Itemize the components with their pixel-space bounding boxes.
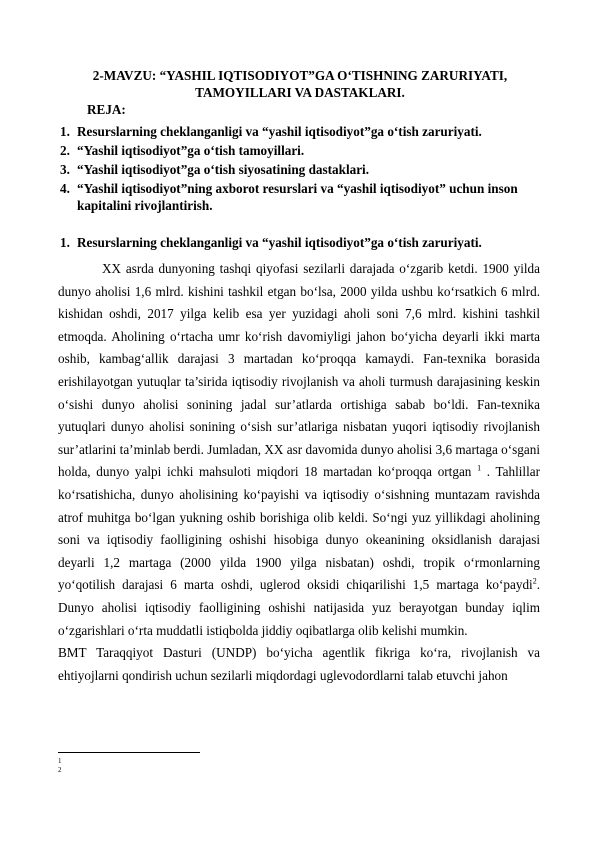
footnote-number: 2	[58, 766, 62, 774]
footnote-number: 1	[58, 757, 62, 765]
footnote-ref[interactable]: 2	[532, 576, 537, 586]
paragraph-text: . Dunyo aholisi iqtisodiy faolligining oshishi natijasida yuz berayotgan bunday iqlim o‘zgarishlari o‘rta muddatli istiqbolda jiddiy oqibatlarga olib kelishi mumkin.	[58, 577, 540, 638]
plan-heading: REJA:	[87, 102, 126, 117]
section-number: 1.	[60, 235, 70, 250]
plan-item-text: “Yashil iqtisodiyot”ga o‘tish siyosatining dastaklari.	[77, 162, 370, 177]
plan-item-text: “Yashil iqtisodiyot”ning axborot resurslari va “yashil iqtisodiyot” uchun inson kapitalini rivojlantirish.	[77, 181, 518, 213]
plan-item-text: “Yashil iqtisodiyot”ga o‘tish tamoyillari.	[77, 143, 305, 158]
footnote-ref[interactable]: 1	[477, 463, 482, 473]
paragraph-text: XX asrda dunyoning tashqi qiyofasi sezilarli darajada o‘zgarib ketdi. 1900 yilda dunyo aholisi 1,6 mlrd. kishini tashkil etgan bo‘lsa, 2000 yilda ushbu ko‘rsatkich 6 mlrd. kishidan oshdi, 2017 yilga kelib esa yer yuzidagi aholi soni 7,6 mlrd. kishini tashkil etmoqda. Aholining o‘rtacha umr ko‘rish davomiyligi jahon bo‘yicha deyarli ikki marta oshib, kambag‘allik darajasi 3 martadan ko‘proqqa kamaydi. Fan-texnika borasida erishilayotgan yutuqlar ta’sirida iqtisodiy rivojlanish va aholi turmush darajasining keskin o‘sishi dunyo aholisi sonining jadal sur’atlarda ortishiga sabab bo‘ldi. Fan-texnika yutuqlari dunyo aholisi sonining o‘sish sur’atlariga nisbatan yuqori iqtisodiy rivojlanish sur’atlarini ta’minlab berdi. Jumladan, XX asr davomida dunyo aholisi 3,6 martaga o‘sgani holda, dunyo yalpi ichki mahsuloti miqdori 18 martadan ko‘proqqa ortgan	[58, 261, 540, 480]
section-heading	[60, 234, 540, 251]
plan-item	[60, 180, 540, 214]
plan-item-number: 2.	[60, 143, 70, 158]
plan-item-number: 3.	[60, 162, 70, 177]
paragraph	[58, 258, 540, 642]
paragraph-text: . Tahlillar ko‘rsatishicha, dunyo aholisining ko‘payishi va iqtisodiy o‘sishning muntazam ravishda atrof muhitga bo‘lgan yukning oshib borishiga olib keldi. So‘ngi yuz yillikdagi aholining soni va iqtisodiy faolligining oshishi hisobiga dunyo okeanining oksidlanish darajasi deyarli 1,2 martaga (2000 yilda 1900 yilga nisbatan) oshdi, tropik o‘rmonlarning yo‘qotilish darajasi 6 marta oshdi, uglerod oksidi chiqarilishi 1,5 martaga ko‘paydi	[58, 464, 540, 593]
plan-item-number: 1.	[60, 124, 70, 139]
plan-item	[60, 161, 540, 178]
footnotes	[58, 757, 62, 775]
plan-item-number: 4.	[60, 181, 70, 196]
plan-list	[60, 123, 540, 216]
page-title: 2-MAVZU: “YASHIL IQTISODIYOT”GA O‘TISHNING ZARURIYATI, TAMOYILLARI VA DASTAKLARI.	[92, 68, 508, 100]
plan-item	[60, 142, 540, 159]
footnote-separator	[58, 752, 200, 753]
body-text	[58, 258, 540, 687]
paragraph: BMT Taraqqiyot Dasturi (UNDP) bo‘yicha agentlik fikriga ko‘ra, rivojlanish va ehtiyojlarni qondirish uchun sezilarli miqdordagi uglevodordlarni talab etuvchi jahon	[58, 645, 540, 683]
plan-item-text: Resurslarning cheklanganligi va “yashil iqtisodiyot”ga o‘tish zaruriyati.	[77, 124, 482, 139]
plan-item	[60, 123, 540, 140]
section-title: Resurslarning cheklanganligi va “yashil iqtisodiyot”ga o‘tish zaruriyati.	[77, 235, 482, 250]
